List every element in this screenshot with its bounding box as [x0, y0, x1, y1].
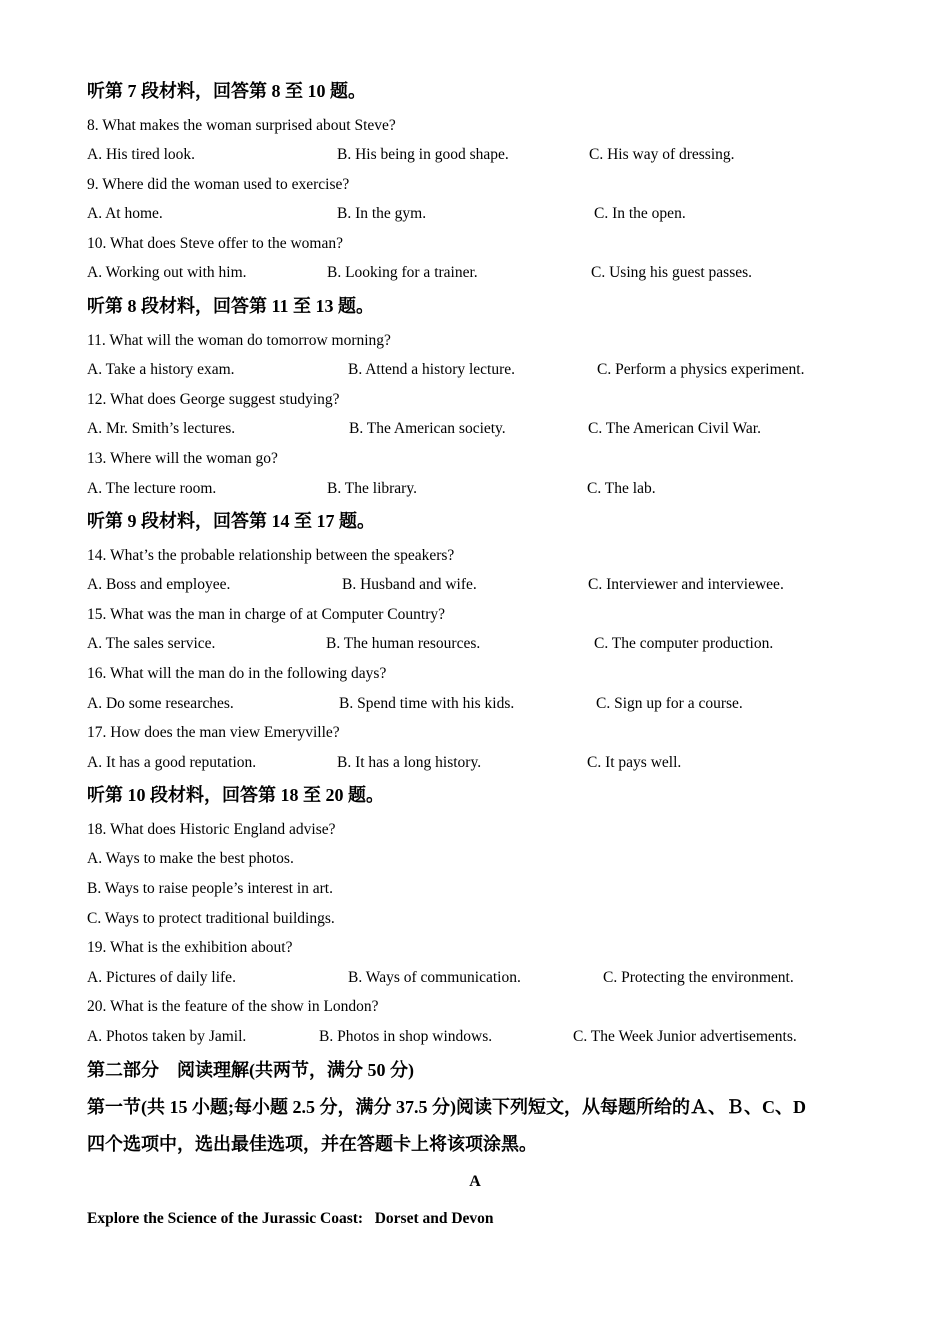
option-a: A. Do some researches.: [87, 694, 234, 712]
question: [87, 992, 863, 1051]
question: [87, 659, 863, 718]
option-b: B. The American society.: [349, 420, 506, 438]
options-row: [87, 748, 863, 778]
option-a: A. Photos taken by Jamil.: [87, 1028, 247, 1046]
section-heading: 听第 10 段材料，回答第 18 至 20 题。: [87, 785, 384, 806]
option-a: A. At home.: [87, 205, 163, 223]
option-a: A. The sales service.: [87, 635, 216, 653]
option-c: C. It pays well.: [587, 753, 682, 771]
listening-section: [87, 288, 863, 503]
section-heading: 听第 8 段材料，回答第 11 至 13 题。: [87, 296, 375, 317]
question-stem: 20. What is the feature of the show in London?: [87, 998, 379, 1016]
option-b: B. Ways to raise people’s interest in art.: [87, 880, 333, 898]
exam-page: [87, 73, 863, 1237]
option-c: C. Interviewer and interviewee.: [588, 576, 784, 594]
option-c: C. Protecting the environment.: [603, 968, 794, 986]
option-b: B. Photos in shop windows.: [319, 1028, 493, 1046]
listening-section: [87, 777, 863, 1051]
question-stem: 13. Where will the woman go?: [87, 449, 278, 467]
listening-section: [87, 73, 863, 288]
options-row: [87, 629, 863, 659]
option-a: A. Take a history exam.: [87, 361, 235, 379]
option-b: B. The human resources.: [326, 635, 481, 653]
options-row: [87, 199, 863, 229]
question: [87, 229, 863, 288]
question: [87, 600, 863, 659]
question-stem: 11. What will the woman do tomorrow morning?: [87, 331, 391, 349]
option-a: A. Working out with him.: [87, 264, 247, 282]
question-stem: 18. What does Historic England advise?: [87, 820, 336, 838]
section-heading: 听第 7 段材料，回答第 8 至 10 题。: [87, 81, 366, 101]
option-b: B. Spend time with his kids.: [339, 694, 515, 712]
option-c: C. Using his guest passes.: [591, 264, 753, 282]
options-row: [87, 689, 863, 719]
part-title: 第二部分 阅读理解(共两节，满分 50 分): [87, 1059, 414, 1080]
option-c: C. Sign up for a course.: [596, 694, 743, 712]
reading-part: [87, 1052, 863, 1237]
option-a: A. The lecture room.: [87, 479, 217, 497]
options-row: [87, 570, 863, 600]
section-heading: 听第 9 段材料，回答第 14 至 17 题。: [87, 511, 375, 532]
options-row: [87, 474, 863, 504]
option-a: A. Boss and employee.: [87, 576, 231, 594]
question-stem: 17. How does the man view Emeryville?: [87, 724, 340, 742]
option-b: B. Attend a history lecture.: [348, 361, 516, 379]
question: [87, 933, 863, 992]
question: [87, 444, 863, 503]
option-b: B. In the gym.: [337, 205, 427, 223]
question-stem: 14. What’s the probable relationship between the speakers?: [87, 546, 455, 564]
option-b: B. His being in good shape.: [337, 146, 509, 164]
option-c: C. In the open.: [594, 205, 686, 223]
question: [87, 718, 863, 777]
option-b: B. Husband and wife.: [342, 576, 477, 594]
option-a: A. Pictures of daily life.: [87, 968, 236, 986]
option-c: C. The computer production.: [594, 635, 774, 653]
question: [87, 385, 863, 444]
option-c: C. His way of dressing.: [589, 146, 735, 164]
section-instructions-line-1: 第一节(共 15 小题;每小题 2.5 分，满分 37.5 分)阅读下列短文，从每题所给的Ａ、Ｂ、C、D: [87, 1096, 806, 1117]
option-c: C. The American Civil War.: [588, 420, 761, 438]
question-stem: 15. What was the man in charge of at Computer Country?: [87, 605, 445, 623]
option-a: A. Ways to make the best photos.: [87, 850, 294, 868]
passage-label: A: [469, 1172, 481, 1190]
options-row: [87, 414, 863, 444]
option-b: B. It has a long history.: [337, 753, 482, 771]
option-b: B. Looking for a trainer.: [327, 264, 478, 282]
question-stem: 10. What does Steve offer to the woman?: [87, 234, 343, 252]
question: [87, 111, 863, 170]
question: [87, 170, 863, 229]
options-row: [87, 140, 863, 170]
question: [87, 541, 863, 600]
question-stem: 12. What does George suggest studying?: [87, 390, 340, 408]
question-stem: 9. Where did the woman used to exercise?: [87, 175, 350, 193]
question: [87, 326, 863, 385]
option-b: B. Ways of communication.: [348, 968, 521, 986]
option-b: B. The library.: [327, 479, 417, 497]
options-row: [87, 355, 863, 385]
question: [87, 815, 863, 933]
option-a: A. Mr. Smith’s lectures.: [87, 420, 236, 438]
option-a: A. His tired look.: [87, 146, 196, 164]
options-row: [87, 1022, 863, 1052]
question-stem: 19. What is the exhibition about?: [87, 939, 293, 957]
section-instructions-line-2: 四个选项中，选出最佳选项，并在答题卡上将该项涂黑。: [87, 1133, 537, 1154]
option-c: C. Perform a physics experiment.: [597, 361, 805, 379]
options-row: [87, 258, 863, 288]
option-a: A. It has a good reputation.: [87, 753, 257, 771]
option-c: C. The lab.: [587, 479, 656, 497]
option-c: C. Ways to protect traditional buildings.: [87, 909, 335, 927]
question-stem: 8. What makes the woman surprised about Steve?: [87, 116, 396, 134]
listening-section: [87, 503, 863, 777]
passage-title: Explore the Science of the Jurassic Coast: Dorset and Devon: [87, 1209, 494, 1227]
options-row: [87, 963, 863, 993]
question-stem: 16. What will the man do in the following days?: [87, 665, 387, 682]
option-c: C. The Week Junior advertisements.: [573, 1028, 797, 1046]
